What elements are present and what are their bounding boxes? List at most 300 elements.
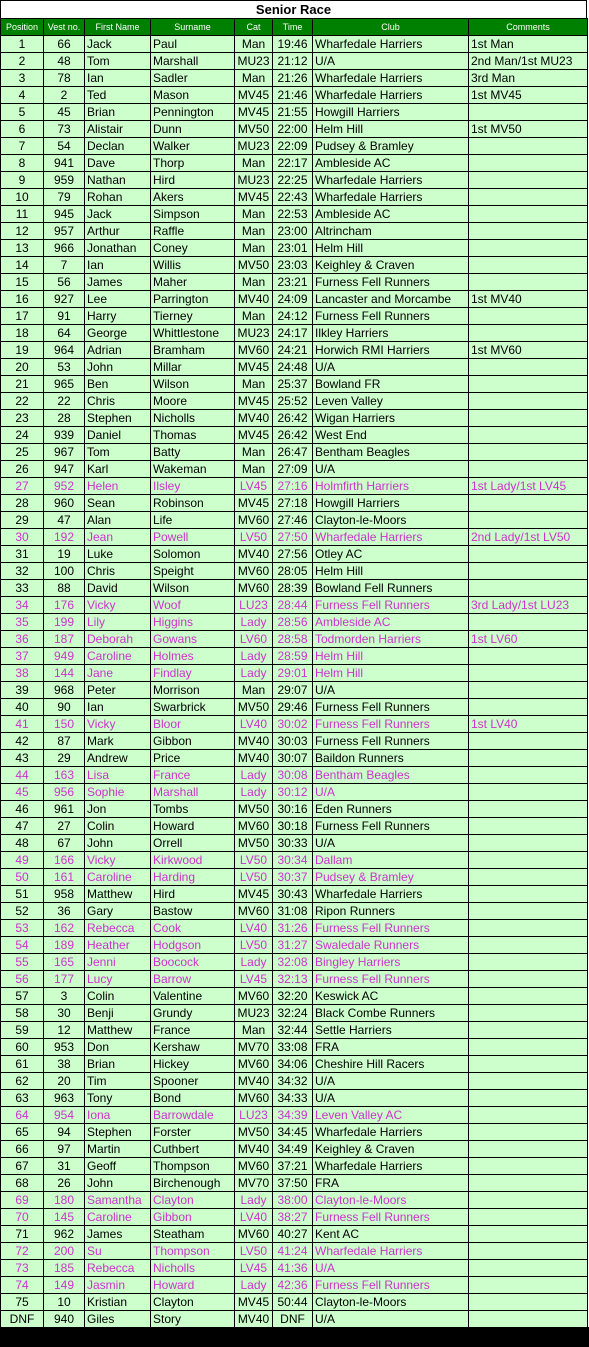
club-cell: U/A <box>313 835 469 852</box>
surname-cell: Tombs <box>151 801 235 818</box>
surname-cell: Whittlestone <box>151 325 235 342</box>
table-row <box>1 971 588 988</box>
club-cell: Wigan Harriers <box>313 410 469 427</box>
first-name-cell: Lee <box>85 291 151 308</box>
comment-cell <box>469 1056 588 1073</box>
cat-cell: MV40 <box>235 1073 273 1090</box>
vest-cell: 185 <box>44 1260 85 1277</box>
first-name-cell: Tom <box>85 53 151 70</box>
first-name-cell: Iona <box>85 1107 151 1124</box>
time-cell: 22:43 <box>273 189 313 206</box>
club-cell: Dallam <box>313 852 469 869</box>
position-cell: 57 <box>1 988 44 1005</box>
comment-cell <box>469 750 588 767</box>
club-cell: U/A <box>313 461 469 478</box>
table-row <box>1 988 588 1005</box>
table-row <box>1 1192 588 1209</box>
comment-cell <box>469 393 588 410</box>
surname-cell: Simpson <box>151 206 235 223</box>
comment-cell: 2nd Man/1st MU23 <box>469 53 588 70</box>
surname-cell: Pennington <box>151 104 235 121</box>
position-cell: 72 <box>1 1243 44 1260</box>
first-name-cell: Giles <box>85 1311 151 1328</box>
first-name-cell: Lucy <box>85 971 151 988</box>
table-row <box>1 529 588 546</box>
table-row <box>1 393 588 410</box>
surname-cell: Hickey <box>151 1056 235 1073</box>
cat-cell: MV45 <box>235 886 273 903</box>
vest-cell: 78 <box>44 70 85 87</box>
vest-cell: 959 <box>44 172 85 189</box>
time-cell: 38:00 <box>273 1192 313 1209</box>
time-cell: 31:26 <box>273 920 313 937</box>
table-row <box>1 1260 588 1277</box>
position-cell: 75 <box>1 1294 44 1311</box>
vest-cell: 64 <box>44 325 85 342</box>
club-cell: Wharfedale Harriers <box>313 1124 469 1141</box>
vest-cell: 27 <box>44 818 85 835</box>
table-row <box>1 512 588 529</box>
position-cell: 15 <box>1 274 44 291</box>
surname-cell: Clayton <box>151 1294 235 1311</box>
club-cell: Leven Valley AC <box>313 1107 469 1124</box>
cat-cell: MV50 <box>235 257 273 274</box>
table-row <box>1 716 588 733</box>
first-name-cell: Ian <box>85 70 151 87</box>
club-cell: Swaledale Runners <box>313 937 469 954</box>
position-cell: 7 <box>1 138 44 155</box>
position-cell: 74 <box>1 1277 44 1294</box>
club-cell: Furness Fell Runners <box>313 1209 469 1226</box>
vest-cell: 79 <box>44 189 85 206</box>
cat-cell: MV60 <box>235 512 273 529</box>
time-cell: 21:26 <box>273 70 313 87</box>
vest-cell: 945 <box>44 206 85 223</box>
first-name-cell: Brian <box>85 104 151 121</box>
surname-cell: Thompson <box>151 1158 235 1175</box>
first-name-cell: Jasmin <box>85 1277 151 1294</box>
vest-cell: 161 <box>44 869 85 886</box>
table-row <box>1 648 588 665</box>
club-cell: Bowland FR <box>313 376 469 393</box>
table-row <box>1 274 588 291</box>
table-row <box>1 240 588 257</box>
first-name-cell: Rebecca <box>85 1260 151 1277</box>
cat-cell: LV45 <box>235 1260 273 1277</box>
cat-cell: MV60 <box>235 1226 273 1243</box>
position-cell: 62 <box>1 1073 44 1090</box>
vest-cell: 53 <box>44 359 85 376</box>
table-row <box>1 1311 588 1328</box>
surname-cell: Clayton <box>151 1192 235 1209</box>
comment-cell <box>469 240 588 257</box>
club-cell: Keswick AC <box>313 988 469 1005</box>
position-cell: 54 <box>1 937 44 954</box>
table-row <box>1 546 588 563</box>
table-row <box>1 1124 588 1141</box>
first-name-cell: Samantha <box>85 1192 151 1209</box>
surname-cell: Steatham <box>151 1226 235 1243</box>
table-row <box>1 1056 588 1073</box>
surname-cell: Birchenough <box>151 1175 235 1192</box>
surname-cell: Bond <box>151 1090 235 1107</box>
cat-cell: Lady <box>235 767 273 784</box>
club-cell: Wharfedale Harriers <box>313 70 469 87</box>
table-row <box>1 682 588 699</box>
time-cell: 23:21 <box>273 274 313 291</box>
table-row <box>1 1209 588 1226</box>
table-row <box>1 189 588 206</box>
vest-cell: 163 <box>44 767 85 784</box>
cat-cell: MV60 <box>235 988 273 1005</box>
first-name-cell: John <box>85 835 151 852</box>
club-cell: Altrincham <box>313 223 469 240</box>
vest-cell: 940 <box>44 1311 85 1328</box>
surname-cell: Boocock <box>151 954 235 971</box>
position-cell: 49 <box>1 852 44 869</box>
table-row <box>1 410 588 427</box>
vest-cell: 19 <box>44 546 85 563</box>
first-name-cell: Karl <box>85 461 151 478</box>
comment-cell <box>469 512 588 529</box>
time-cell: 22:00 <box>273 121 313 138</box>
vest-cell: 144 <box>44 665 85 682</box>
cat-cell: MV40 <box>235 291 273 308</box>
comment-cell: 1st LV40 <box>469 716 588 733</box>
position-cell: 52 <box>1 903 44 920</box>
cat-cell: MV60 <box>235 1090 273 1107</box>
first-name-cell: Declan <box>85 138 151 155</box>
header-cat: Cat <box>235 19 273 36</box>
cat-cell: Man <box>235 308 273 325</box>
surname-cell: Thomas <box>151 427 235 444</box>
surname-cell: Hodgson <box>151 937 235 954</box>
table-row <box>1 631 588 648</box>
table-row <box>1 750 588 767</box>
cat-cell: LV40 <box>235 716 273 733</box>
vest-cell: 927 <box>44 291 85 308</box>
results-body <box>1 36 588 1328</box>
first-name-cell: Luke <box>85 546 151 563</box>
surname-cell: Gibbon <box>151 733 235 750</box>
comment-cell <box>469 104 588 121</box>
table-row <box>1 835 588 852</box>
table-row <box>1 308 588 325</box>
cat-cell: MV50 <box>235 835 273 852</box>
vest-cell: 966 <box>44 240 85 257</box>
vest-cell: 90 <box>44 699 85 716</box>
table-row <box>1 614 588 631</box>
surname-cell: Nicholls <box>151 410 235 427</box>
club-cell: Furness Fell Runners <box>313 818 469 835</box>
club-cell: Furness Fell Runners <box>313 971 469 988</box>
time-cell: 24:09 <box>273 291 313 308</box>
table-row <box>1 937 588 954</box>
surname-cell: Hird <box>151 172 235 189</box>
position-cell: 56 <box>1 971 44 988</box>
time-cell: 23:00 <box>273 223 313 240</box>
vest-cell: 961 <box>44 801 85 818</box>
position-cell: 8 <box>1 155 44 172</box>
first-name-cell: John <box>85 359 151 376</box>
table-row <box>1 121 588 138</box>
club-cell: U/A <box>313 359 469 376</box>
club-cell: Otley AC <box>313 546 469 563</box>
comment-cell <box>469 1090 588 1107</box>
cat-cell: MV40 <box>235 546 273 563</box>
club-cell: Helm Hill <box>313 121 469 138</box>
time-cell: 32:20 <box>273 988 313 1005</box>
vest-cell: 956 <box>44 784 85 801</box>
table-row <box>1 1277 588 1294</box>
comment-cell <box>469 1243 588 1260</box>
first-name-cell: Dave <box>85 155 151 172</box>
position-cell: 41 <box>1 716 44 733</box>
time-cell: 30:43 <box>273 886 313 903</box>
surname-cell: Sadler <box>151 70 235 87</box>
surname-cell: Cook <box>151 920 235 937</box>
surname-cell: Ilsley <box>151 478 235 495</box>
table-row <box>1 36 588 53</box>
surname-cell: Solomon <box>151 546 235 563</box>
club-cell: Wharfedale Harriers <box>313 529 469 546</box>
comment-cell <box>469 223 588 240</box>
position-cell: 21 <box>1 376 44 393</box>
vest-cell: 12 <box>44 1022 85 1039</box>
table-row <box>1 325 588 342</box>
cat-cell: MU23 <box>235 172 273 189</box>
time-cell: 26:47 <box>273 444 313 461</box>
surname-cell: Millar <box>151 359 235 376</box>
comment-cell <box>469 1175 588 1192</box>
position-cell: 10 <box>1 189 44 206</box>
surname-cell: Paul <box>151 36 235 53</box>
club-cell: Wharfedale Harriers <box>313 886 469 903</box>
first-name-cell: Stephen <box>85 1124 151 1141</box>
position-cell: 45 <box>1 784 44 801</box>
position-cell: 4 <box>1 87 44 104</box>
first-name-cell: Chris <box>85 393 151 410</box>
surname-cell: Valentine <box>151 988 235 1005</box>
position-cell: 60 <box>1 1039 44 1056</box>
table-row <box>1 1005 588 1022</box>
club-cell: Clayton-le-Moors <box>313 1192 469 1209</box>
club-cell: Pudsey & Bramley <box>313 869 469 886</box>
time-cell: 34:33 <box>273 1090 313 1107</box>
position-cell: 53 <box>1 920 44 937</box>
surname-cell: Morrison <box>151 682 235 699</box>
position-cell: 61 <box>1 1056 44 1073</box>
club-cell: FRA <box>313 1039 469 1056</box>
surname-cell: Price <box>151 750 235 767</box>
vest-cell: 949 <box>44 648 85 665</box>
cat-cell: MV70 <box>235 1175 273 1192</box>
position-cell: DNF <box>1 1311 44 1328</box>
club-cell: Furness Fell Runners <box>313 1277 469 1294</box>
club-cell: Clayton-le-Moors <box>313 1294 469 1311</box>
comment-cell <box>469 274 588 291</box>
comment-cell <box>469 206 588 223</box>
comment-cell <box>469 325 588 342</box>
cat-cell: MV60 <box>235 818 273 835</box>
vest-cell: 47 <box>44 512 85 529</box>
cat-cell: LV50 <box>235 529 273 546</box>
comment-cell <box>469 1209 588 1226</box>
vest-cell: 960 <box>44 495 85 512</box>
table-row <box>1 478 588 495</box>
cat-cell: Man <box>235 206 273 223</box>
position-cell: 42 <box>1 733 44 750</box>
surname-cell: Dunn <box>151 121 235 138</box>
time-cell: 22:25 <box>273 172 313 189</box>
table-row <box>1 852 588 869</box>
comment-cell <box>469 1073 588 1090</box>
time-cell: 24:12 <box>273 308 313 325</box>
table-row <box>1 1226 588 1243</box>
comment-cell <box>469 1158 588 1175</box>
surname-cell: Higgins <box>151 614 235 631</box>
vest-cell: 31 <box>44 1158 85 1175</box>
position-cell: 48 <box>1 835 44 852</box>
table-row <box>1 903 588 920</box>
vest-cell: 48 <box>44 53 85 70</box>
cat-cell: LV50 <box>235 937 273 954</box>
table-row <box>1 444 588 461</box>
surname-cell: Forster <box>151 1124 235 1141</box>
vest-cell: 162 <box>44 920 85 937</box>
vest-cell: 939 <box>44 427 85 444</box>
vest-cell: 28 <box>44 410 85 427</box>
surname-cell: Kirkwood <box>151 852 235 869</box>
cat-cell: MV60 <box>235 580 273 597</box>
cat-cell: Man <box>235 682 273 699</box>
club-cell: U/A <box>313 1260 469 1277</box>
vest-cell: 38 <box>44 1056 85 1073</box>
time-cell: 30:16 <box>273 801 313 818</box>
position-cell: 1 <box>1 36 44 53</box>
cat-cell: MV40 <box>235 1141 273 1158</box>
vest-cell: 965 <box>44 376 85 393</box>
surname-cell: Moore <box>151 393 235 410</box>
table-row <box>1 138 588 155</box>
first-name-cell: Ian <box>85 699 151 716</box>
comment-cell <box>469 410 588 427</box>
first-name-cell: Brian <box>85 1056 151 1073</box>
position-cell: 5 <box>1 104 44 121</box>
surname-cell: Kershaw <box>151 1039 235 1056</box>
position-cell: 47 <box>1 818 44 835</box>
first-name-cell: Matthew <box>85 1022 151 1039</box>
table-row <box>1 461 588 478</box>
club-cell: Holmfirth Harriers <box>313 478 469 495</box>
club-cell: Clayton-le-Moors <box>313 512 469 529</box>
comment-cell <box>469 988 588 1005</box>
comment-cell <box>469 682 588 699</box>
position-cell: 63 <box>1 1090 44 1107</box>
club-cell: Ambleside AC <box>313 155 469 172</box>
first-name-cell: Colin <box>85 988 151 1005</box>
vest-cell: 165 <box>44 954 85 971</box>
first-name-cell: James <box>85 274 151 291</box>
table-row <box>1 53 588 70</box>
time-cell: 27:46 <box>273 512 313 529</box>
club-cell: U/A <box>313 682 469 699</box>
club-cell: Wharfedale Harriers <box>313 1243 469 1260</box>
first-name-cell: Heather <box>85 937 151 954</box>
first-name-cell: Kristian <box>85 1294 151 1311</box>
time-cell: 29:01 <box>273 665 313 682</box>
comment-cell <box>469 1192 588 1209</box>
surname-cell: Gowans <box>151 631 235 648</box>
position-cell: 17 <box>1 308 44 325</box>
comment-cell <box>469 818 588 835</box>
club-cell: Todmorden Harriers <box>313 631 469 648</box>
header-time: Time <box>273 19 313 36</box>
table-row <box>1 1022 588 1039</box>
first-name-cell: Tony <box>85 1090 151 1107</box>
club-cell: Helm Hill <box>313 563 469 580</box>
cat-cell: Man <box>235 461 273 478</box>
position-cell: 25 <box>1 444 44 461</box>
surname-cell: France <box>151 1022 235 1039</box>
comment-cell <box>469 937 588 954</box>
vest-cell: 967 <box>44 444 85 461</box>
vest-cell: 97 <box>44 1141 85 1158</box>
footer-bar <box>0 1327 589 1347</box>
position-cell: 70 <box>1 1209 44 1226</box>
vest-cell: 30 <box>44 1005 85 1022</box>
cat-cell: LV45 <box>235 478 273 495</box>
first-name-cell: Rebecca <box>85 920 151 937</box>
comment-cell: 1st MV40 <box>469 291 588 308</box>
cat-cell: MV45 <box>235 359 273 376</box>
cat-cell: Man <box>235 1022 273 1039</box>
time-cell: 37:21 <box>273 1158 313 1175</box>
surname-cell: France <box>151 767 235 784</box>
table-row <box>1 495 588 512</box>
first-name-cell: James <box>85 1226 151 1243</box>
cat-cell: LV50 <box>235 1243 273 1260</box>
first-name-cell: Nathan <box>85 172 151 189</box>
position-cell: 55 <box>1 954 44 971</box>
vest-cell: 7 <box>44 257 85 274</box>
comment-cell <box>469 444 588 461</box>
club-cell: Keighley & Craven <box>313 1141 469 1158</box>
table-row <box>1 801 588 818</box>
header-position: Position <box>1 19 44 36</box>
vest-cell: 199 <box>44 614 85 631</box>
table-row <box>1 1039 588 1056</box>
surname-cell: Story <box>151 1311 235 1328</box>
surname-cell: Orrell <box>151 835 235 852</box>
surname-cell: Thompson <box>151 1243 235 1260</box>
table-row <box>1 886 588 903</box>
first-name-cell: Deborah <box>85 631 151 648</box>
cat-cell: MV60 <box>235 1056 273 1073</box>
header-comments: Comments <box>469 19 588 36</box>
time-cell: 31:08 <box>273 903 313 920</box>
first-name-cell: Vicky <box>85 716 151 733</box>
vest-cell: 180 <box>44 1192 85 1209</box>
first-name-cell: Harry <box>85 308 151 325</box>
comment-cell <box>469 1311 588 1328</box>
time-cell: 30:02 <box>273 716 313 733</box>
position-cell: 12 <box>1 223 44 240</box>
header-first-name: First Name <box>85 19 151 36</box>
comment-cell <box>469 580 588 597</box>
surname-cell: Robinson <box>151 495 235 512</box>
first-name-cell: Helen <box>85 478 151 495</box>
